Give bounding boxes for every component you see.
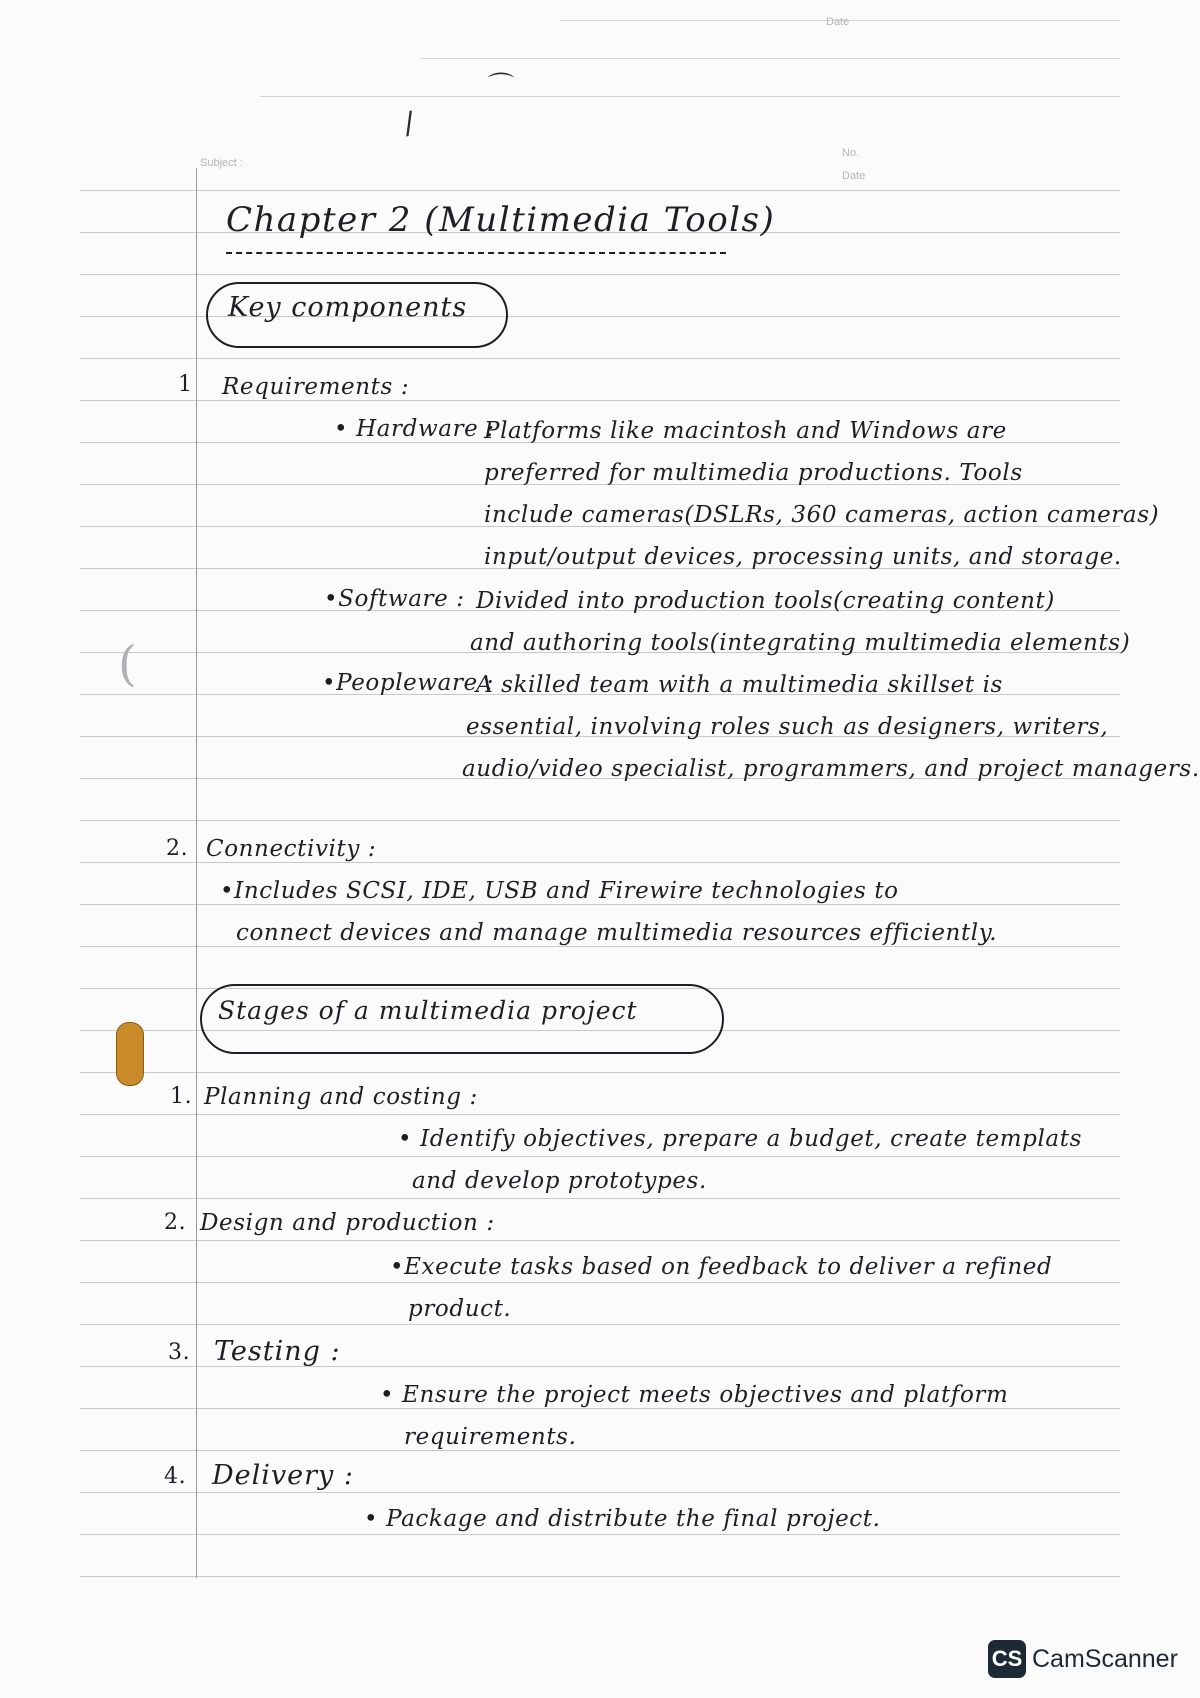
page-title: Chapter 2 (Multimedia Tools) — [226, 200, 776, 240]
stage-line: • Ensure the project meets objectives and platform — [380, 1382, 1009, 1408]
software-label: •Software : — [324, 586, 465, 612]
ruled-line — [80, 190, 1120, 191]
ruled-line — [80, 820, 1120, 821]
peopleware-line: audio/video specialist, programmers, and project managers. — [462, 756, 1200, 782]
hardware-line: input/output devices, processing units, and storage. — [484, 544, 1122, 570]
software-line: Divided into production tools(creating content) — [476, 588, 1055, 614]
top-rule — [260, 96, 1120, 97]
stage-number: 2. — [164, 1210, 187, 1235]
requirements-number: 1 — [178, 372, 193, 397]
requirements-heading: Requirements : — [222, 374, 410, 400]
stage-number: 1. — [170, 1084, 193, 1109]
faint-date: Date — [842, 170, 866, 182]
ruled-line — [80, 1282, 1120, 1283]
stage-line: •Execute tasks based on feedback to deliver a refined — [390, 1254, 1053, 1280]
hardware-line: include cameras(DSLRs, 360 cameras, action cameras) — [484, 502, 1160, 528]
stage-heading: Testing : — [214, 1336, 341, 1367]
stage-number: 3. — [168, 1340, 191, 1365]
ruled-line — [80, 1450, 1120, 1451]
ruled-line — [80, 862, 1120, 863]
stage-line: • Identify objectives, prepare a budget, create templats — [398, 1126, 1082, 1152]
ruled-line — [80, 1114, 1120, 1115]
camscanner-logo-icon: CS — [988, 1640, 1026, 1678]
faint-brace-mark: ( — [118, 636, 137, 692]
peopleware-line: A skilled team with a multimedia skillset is — [476, 672, 1003, 698]
binder-clip — [116, 1022, 144, 1086]
software-line: and authoring tools(integrating multimedia elements) — [470, 630, 1131, 656]
camscanner-watermark — [988, 1640, 1178, 1678]
margin-line — [196, 168, 197, 1578]
ruled-line — [80, 1240, 1120, 1241]
peopleware-line: essential, involving roles such as designers, writers, — [466, 714, 1109, 740]
connectivity-line: •Includes SCSI, IDE, USB and Firewire technologies to — [220, 878, 899, 904]
stage-heading: Planning and costing : — [204, 1084, 478, 1110]
connectivity-heading: Connectivity : — [206, 836, 377, 862]
camscanner-brand: CamScanner — [1032, 1644, 1178, 1673]
ruled-line — [80, 904, 1120, 905]
stage-line: product. — [408, 1296, 512, 1322]
ruled-line — [80, 1198, 1120, 1199]
ruled-line — [80, 946, 1120, 947]
stage-heading: Delivery : — [212, 1460, 354, 1491]
top-rule — [420, 58, 1120, 59]
ruled-line — [80, 1408, 1120, 1409]
stage-number: 4. — [164, 1464, 187, 1489]
ruled-line — [80, 1534, 1120, 1535]
connectivity-line: connect devices and manage multimedia resources efficiently. — [236, 920, 998, 946]
hardware-line: preferred for multimedia productions. Tools — [484, 460, 1023, 486]
stage-line: • Package and distribute the final project. — [364, 1506, 881, 1532]
stage-line: and develop prototypes. — [412, 1168, 707, 1194]
ruled-line — [80, 274, 1120, 275]
ruled-line — [80, 1156, 1120, 1157]
hardware-label: • Hardware : — [334, 416, 495, 442]
stages-heading: Stages of a multimedia project — [218, 996, 638, 1025]
peopleware-label: •Peopleware : — [322, 670, 495, 696]
ruled-line — [80, 358, 1120, 359]
stray-mark: / — [401, 105, 418, 142]
faint-subject: Subject : — [200, 157, 243, 169]
connectivity-number: 2. — [166, 836, 189, 861]
key-components-heading: Key components — [228, 292, 468, 323]
hardware-line: Platforms like macintosh and Windows are — [484, 418, 1007, 444]
ruled-line — [80, 1072, 1120, 1073]
stage-heading: Design and production : — [200, 1210, 495, 1236]
stage-line: requirements. — [404, 1424, 577, 1450]
faint-no: No. — [842, 147, 860, 159]
stray-mark: ⌒ — [488, 72, 515, 102]
ruled-line — [80, 400, 1120, 401]
ruled-line — [80, 1492, 1120, 1493]
faint-date-top: Date — [826, 16, 850, 28]
ruled-line — [80, 1576, 1120, 1577]
title-underline — [226, 252, 726, 254]
ruled-line — [80, 1324, 1120, 1325]
